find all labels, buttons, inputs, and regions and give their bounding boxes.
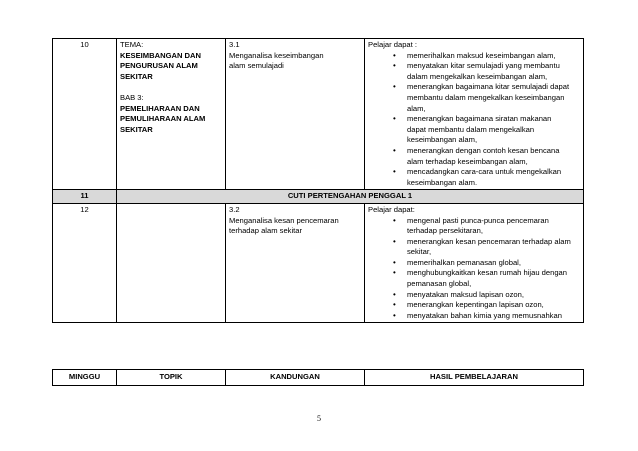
list-item — [393, 237, 580, 258]
header-hasil-pembelajaran: HASIL PEMBELAJARAN — [365, 370, 584, 386]
outcome-line: membantu dalam mengekalkan keseimbangan — [407, 92, 565, 102]
outcome-line: dapat membantu dalam mengekalkan — [407, 124, 535, 134]
topic-cell — [117, 203, 226, 323]
list-item — [393, 216, 580, 237]
outcome-line: • menyatakan bahan kimia yang memusnahkan — [407, 310, 562, 320]
outcome-intro: Pelajar dapat : — [368, 40, 417, 49]
topic-line: PEMELIHARAAN DAN — [120, 103, 200, 113]
list-item — [393, 268, 580, 289]
topic-line: SEKITAR — [120, 124, 153, 134]
list-item — [393, 146, 580, 167]
outcome-line: • menerangkan dengan contoh kesan bencana — [407, 145, 560, 155]
content-cell — [226, 203, 365, 323]
outcome-line: • mengenal pasti punca-punca pencemaran — [407, 215, 549, 225]
list-item — [393, 300, 580, 311]
content-line: Menganalisa kesan pencemaran — [229, 215, 339, 225]
table-row — [53, 203, 584, 323]
outcome-line: keseimbangan alam. — [407, 177, 478, 187]
break-label: CUTI PERTENGAHAN PENGGAL 1 — [117, 190, 584, 204]
week-cell: 11 — [53, 190, 117, 204]
topic-line: PEMULIHARAAN ALAM — [120, 114, 206, 124]
list-item — [393, 311, 580, 322]
list-item — [393, 290, 580, 301]
scheme-of-work-table — [52, 38, 584, 323]
outcome-line: terhadap persekitaran, — [407, 226, 483, 236]
outcome-cell — [365, 39, 584, 190]
outcome-line: sekitar, — [407, 247, 432, 257]
topic-line: KESEIMBANGAN DAN — [120, 50, 202, 60]
outcome-line: • memerihalkan pemanasan global, — [407, 257, 521, 267]
content-line: alam semulajadi — [229, 61, 284, 71]
topic-line: SEKITAR — [120, 71, 153, 81]
list-item — [393, 114, 580, 146]
outcome-line: • menerangkan bagaimana kitar semulajadi dapat — [407, 82, 570, 92]
topic-cell — [117, 39, 226, 190]
outcome-line: • menghubungkaitkan kesan rumah hijau dengan — [407, 268, 568, 278]
outcome-line: • menerangkan kepentingan lapisan ozon, — [407, 300, 544, 310]
outcome-line: • menerangkan bagaimana siratan makanan — [407, 114, 552, 124]
table-header-row — [53, 370, 584, 386]
header-kandungan: KANDUNGAN — [226, 370, 365, 386]
outcome-line: • memerihalkan maksud keseimbangan alam, — [407, 50, 556, 60]
list-item — [393, 167, 580, 188]
content-line: terhadap alam sekitar — [229, 226, 303, 236]
list-item — [393, 51, 580, 62]
content-line: 3.2 — [229, 204, 240, 214]
list-item — [393, 82, 580, 114]
header-minggu: MINGGU — [53, 370, 117, 386]
header-topik: TOPIK — [117, 370, 226, 386]
list-item — [393, 61, 580, 82]
outcome-line: keseimbangan alam, — [407, 135, 478, 145]
list-item — [393, 258, 580, 269]
table-row — [53, 39, 584, 190]
outcome-line: pemanasan global, — [407, 279, 472, 289]
outcome-list — [368, 216, 580, 322]
week-cell: 10 — [53, 39, 117, 190]
outcome-line: • menyatakan kitar semulajadi yang membantu — [407, 61, 560, 71]
topic-line: TEMA: — [120, 40, 144, 49]
week-cell: 12 — [53, 203, 117, 323]
outcome-line: alam, — [407, 103, 426, 113]
outcome-intro: Pelajar dapat: — [368, 204, 415, 214]
table-row-break — [53, 190, 584, 204]
page-number: 5 — [317, 414, 321, 423]
outcome-line: • menerangkan kesan pencemaran terhadap alam — [407, 236, 571, 246]
header-repeat-table — [52, 369, 584, 386]
topic-line: BAB 3: — [120, 92, 144, 102]
topic-line: PENGURUSAN ALAM — [120, 61, 198, 71]
content-cell — [226, 39, 365, 190]
content-line: Menganalisa keseimbangan — [229, 50, 324, 60]
content-line: 3.1 — [229, 40, 240, 49]
outcome-line: alam terhadap keseimbangan alam, — [407, 156, 528, 166]
outcome-line: • mencadangkan cara-cara untuk mengekalkan — [407, 167, 562, 177]
outcome-list — [368, 51, 580, 189]
outcome-line: • menyatakan maksud lapisan ozon, — [407, 289, 524, 299]
outcome-cell — [365, 203, 584, 323]
outcome-line: dalam mengekalkan keseimbangan alam, — [407, 71, 548, 81]
